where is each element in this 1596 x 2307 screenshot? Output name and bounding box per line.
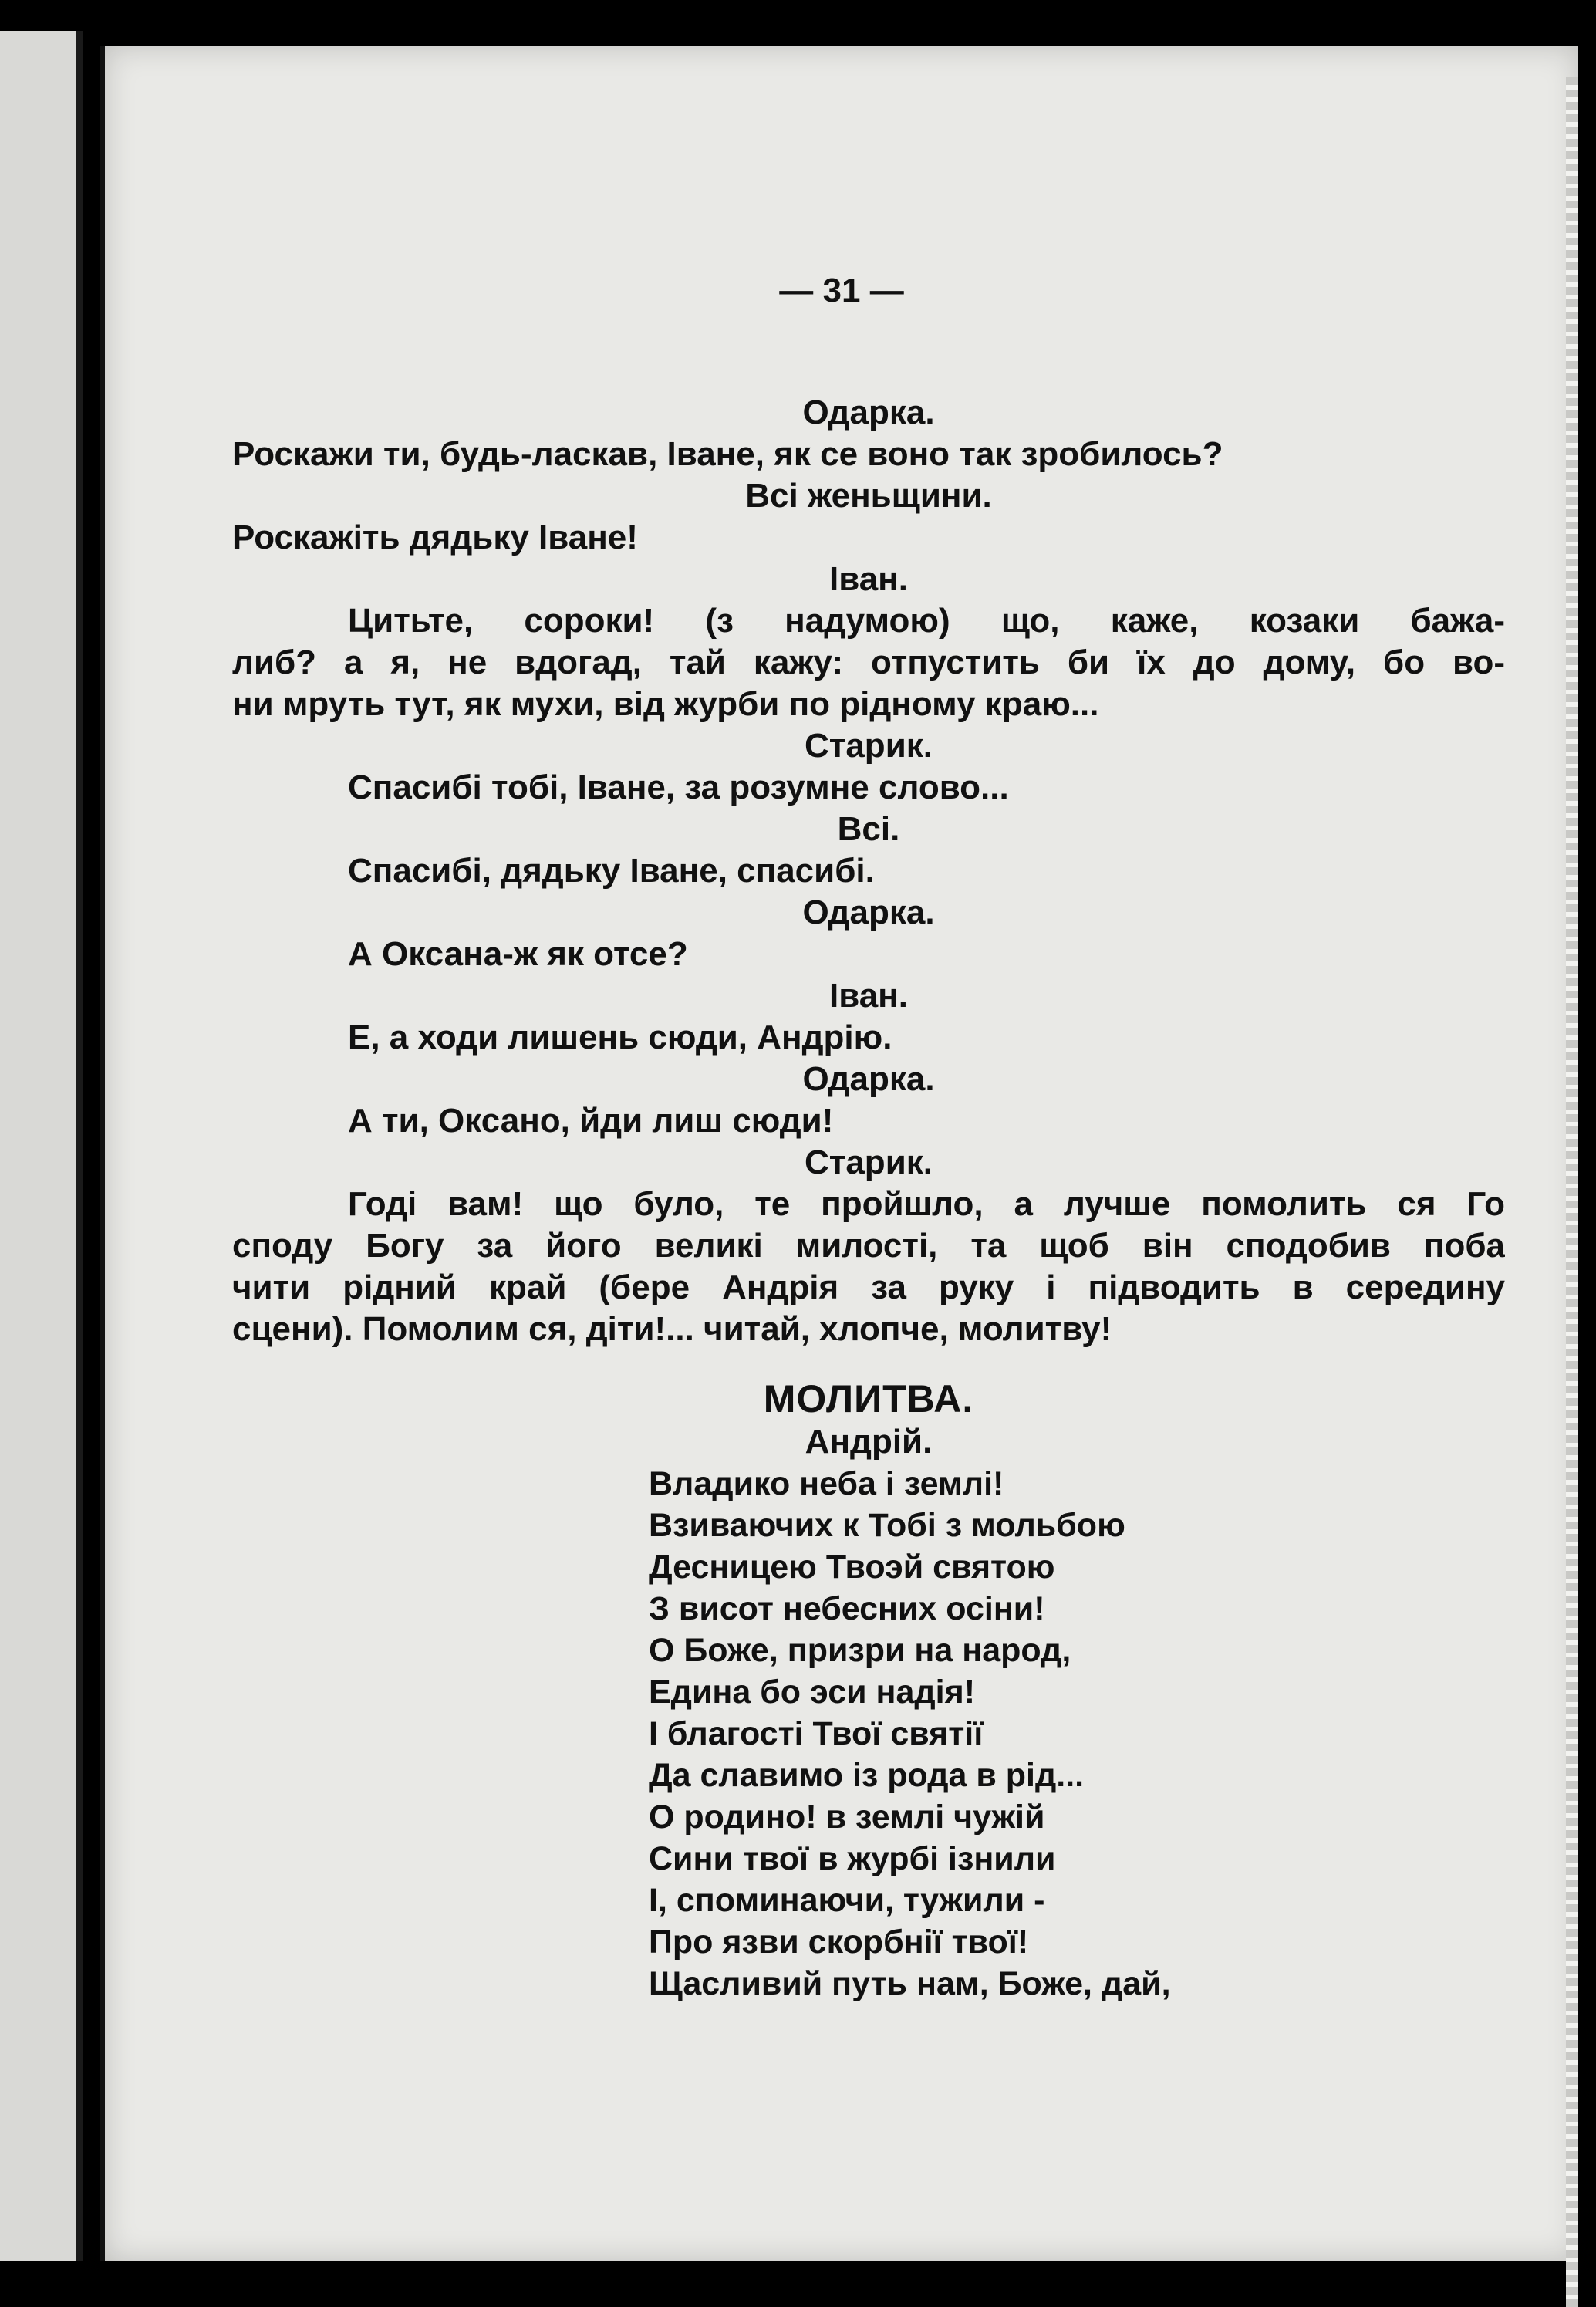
page-right-edge	[1566, 77, 1578, 2307]
speaker-name: Всі женьщини.	[745, 477, 992, 515]
verse-line: О родино! в землі чужій	[649, 1799, 1045, 1836]
speaker-name: Одарка.	[802, 394, 935, 431]
prayer-verse	[232, 1463, 1505, 2005]
verse-line: Едина бо эси надія!	[649, 1674, 976, 1711]
book-page	[100, 46, 1578, 2261]
dialogue-line: Спасибі, дядьку Іване, спасибі.	[348, 852, 875, 890]
speaker-name: Іван.	[829, 560, 908, 598]
verse-line: О Боже, призри на народ,	[649, 1632, 1071, 1669]
dialogue-line: Спасибі тобі, Іване, за розумне слово...	[348, 768, 1009, 806]
dialogue-line: А ти, Оксано, йди лиш сюди!	[348, 1102, 834, 1140]
dialogue-line: Роскажи ти, будь-ласкав, Іване, як се воно так зробилось?	[232, 435, 1223, 473]
speaker-name: Одарка.	[802, 1060, 935, 1098]
speaker-name: Старик.	[805, 727, 933, 765]
dialogue-line: А Оксана-ж як отсе?	[348, 935, 688, 973]
verse-line: З висот небесних осіни!	[649, 1590, 1045, 1627]
speaker-name: Старик.	[805, 1143, 933, 1181]
dialogue-line: Роскажіть дядьку Іване!	[232, 518, 638, 556]
dialogue-line: либ? а я, не вдогад, тай кажу: отпустить би їх до дому, бо во-	[232, 643, 1505, 681]
speaker-name: Всі.	[837, 810, 900, 848]
verse-line: Владико неба і землі!	[649, 1465, 1004, 1502]
verse-line: Да славимо із рода в рід...	[649, 1757, 1085, 1794]
dialogue-line: Цитьте, сороки! (з надумою) що, каже, козаки бажа-	[348, 602, 1505, 640]
verse-line: І, споминаючи, тужили -	[649, 1882, 1045, 1919]
verse-line: Десницею Твоэй святою	[649, 1549, 1055, 1586]
dialogue-line: сцени). Помолим ся, діти!... читай, хлопче, молитву!	[232, 1310, 1112, 1348]
dialogue-line: Годі вам! що було, те пройшло, а лучше помолить ся Го	[348, 1185, 1505, 1223]
verse-line: Про язви скорбнії твої!	[649, 1924, 1029, 1961]
page-text	[232, 392, 1505, 2005]
dialogue-line: ни мруть тут, як мухи, від журби по рідному краю...	[232, 685, 1099, 723]
speaker-name: Одарка.	[802, 893, 935, 931]
speaker-name: Андрій.	[805, 1423, 933, 1461]
verse-line: Взиваючих к Тобі з мольбою	[649, 1507, 1125, 1544]
verse-line: І благості Твої святії	[649, 1715, 984, 1752]
prayer-title: МОЛИТВА.	[763, 1377, 974, 1420]
verse-line: Сини твої в журбі ізнили	[649, 1840, 1056, 1877]
left-page-edge	[0, 31, 83, 2261]
verse-line: Щасливий путь нам, Боже, дай,	[649, 1965, 1171, 2002]
speaker-name: Іван.	[829, 977, 908, 1015]
dialogue-line: чити рідний край (бере Андрія за руку і підводить в середину	[232, 1268, 1505, 1306]
page-number: — 31 —	[779, 272, 904, 309]
dialogue-line: споду Богу за його великі милості, та щоб він сподобив поба	[232, 1227, 1505, 1265]
dialogue-line: Е, а ходи лишень сюди, Андрію.	[348, 1018, 892, 1056]
